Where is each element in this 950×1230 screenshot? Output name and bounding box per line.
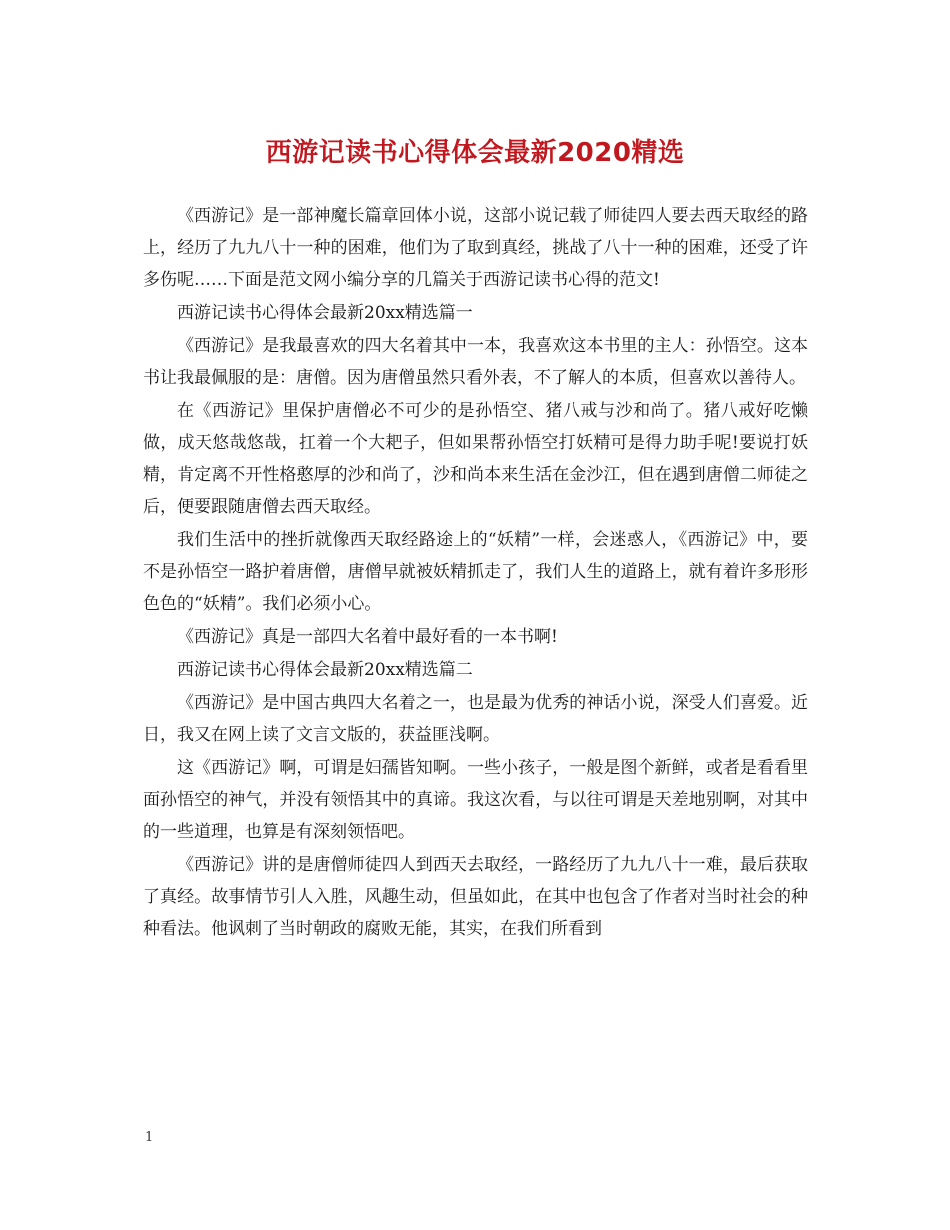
page-title: 西游记读书心得体会最新2020精选 xyxy=(265,138,685,168)
page-number: 1 xyxy=(145,1130,154,1145)
paragraph: 我们生活中的挫折就像西天取经路途上的“妖精”一样，会迷惑人，《西游记》中，要不是孙悟空一路护着唐僧，唐僧早就被妖精抓走了，我们人生的道路上，就有着许多形形色色的“妖精”。我们必须小心。 xyxy=(143,530,808,614)
paragraph: 《西游记》是我最喜欢的四大名着其中一本，我喜欢这本书里的主人：孙悟空。这本书让我最佩服的是：唐僧。因为唐僧虽然只看外表，不了解人的本质，但喜欢以善待人。 xyxy=(143,336,808,388)
section-heading: 西游记读书心得体会最新20xx精选篇二 xyxy=(177,660,473,680)
document-body xyxy=(143,200,808,946)
paragraph: 《西游记》是中国古典四大名着之一，也是最为优秀的神话小说，深受人们喜爱。近日，我又在网上读了文言文版的，获益匪浅啊。 xyxy=(143,693,808,745)
paragraph: 在《西游记》里保护唐僧必不可少的是孙悟空、猪八戒与沙和尚了。猪八戒好吃懒做，成天悠哉悠哉，扛着一个大耙子，但如果帮孙悟空打妖精可是得力助手呢!要说打妖精，肯定离不开性格憨厚的沙和尚了，沙和尚本来生活在金沙江，但在遇到唐僧二师徒之后，便要跟随唐僧去西天取经。 xyxy=(143,401,808,517)
paragraph: 《西游记》真是一部四大名着中最好看的一本书啊! xyxy=(177,627,558,647)
paragraph: 《西游记》是一部神魔长篇章回体小说，这部小说记载了师徒四人要去西天取经的路上，经历了九九八十一种的困难，他们为了取到真经，挑战了八十一种的困难，还受了许多伤呢……下面是范文网小编分享的几篇关于西游记读书心得的范文! xyxy=(143,206,808,290)
section-heading: 西游记读书心得体会最新20xx精选篇一 xyxy=(177,303,473,323)
paragraph: 这《西游记》啊，可谓是妇孺皆知啊。一些小孩子，一般是图个新鲜，或者是看看里面孙悟空的神气，并没有领悟其中的真谛。我这次看，与以往可谓是天差地别啊，对其中的一些道理，也算是有深刻领悟吧。 xyxy=(143,758,808,842)
paragraph: 《西游记》讲的是唐僧师徒四人到西天去取经，一路经历了九九八十一难，最后获取了真经。故事情节引人入胜，风趣生动，但虽如此，在其中也包含了作者对当时社会的种种看法。他讽刺了当时朝政的腐败无能，其实，在我们所看到 xyxy=(143,855,808,939)
